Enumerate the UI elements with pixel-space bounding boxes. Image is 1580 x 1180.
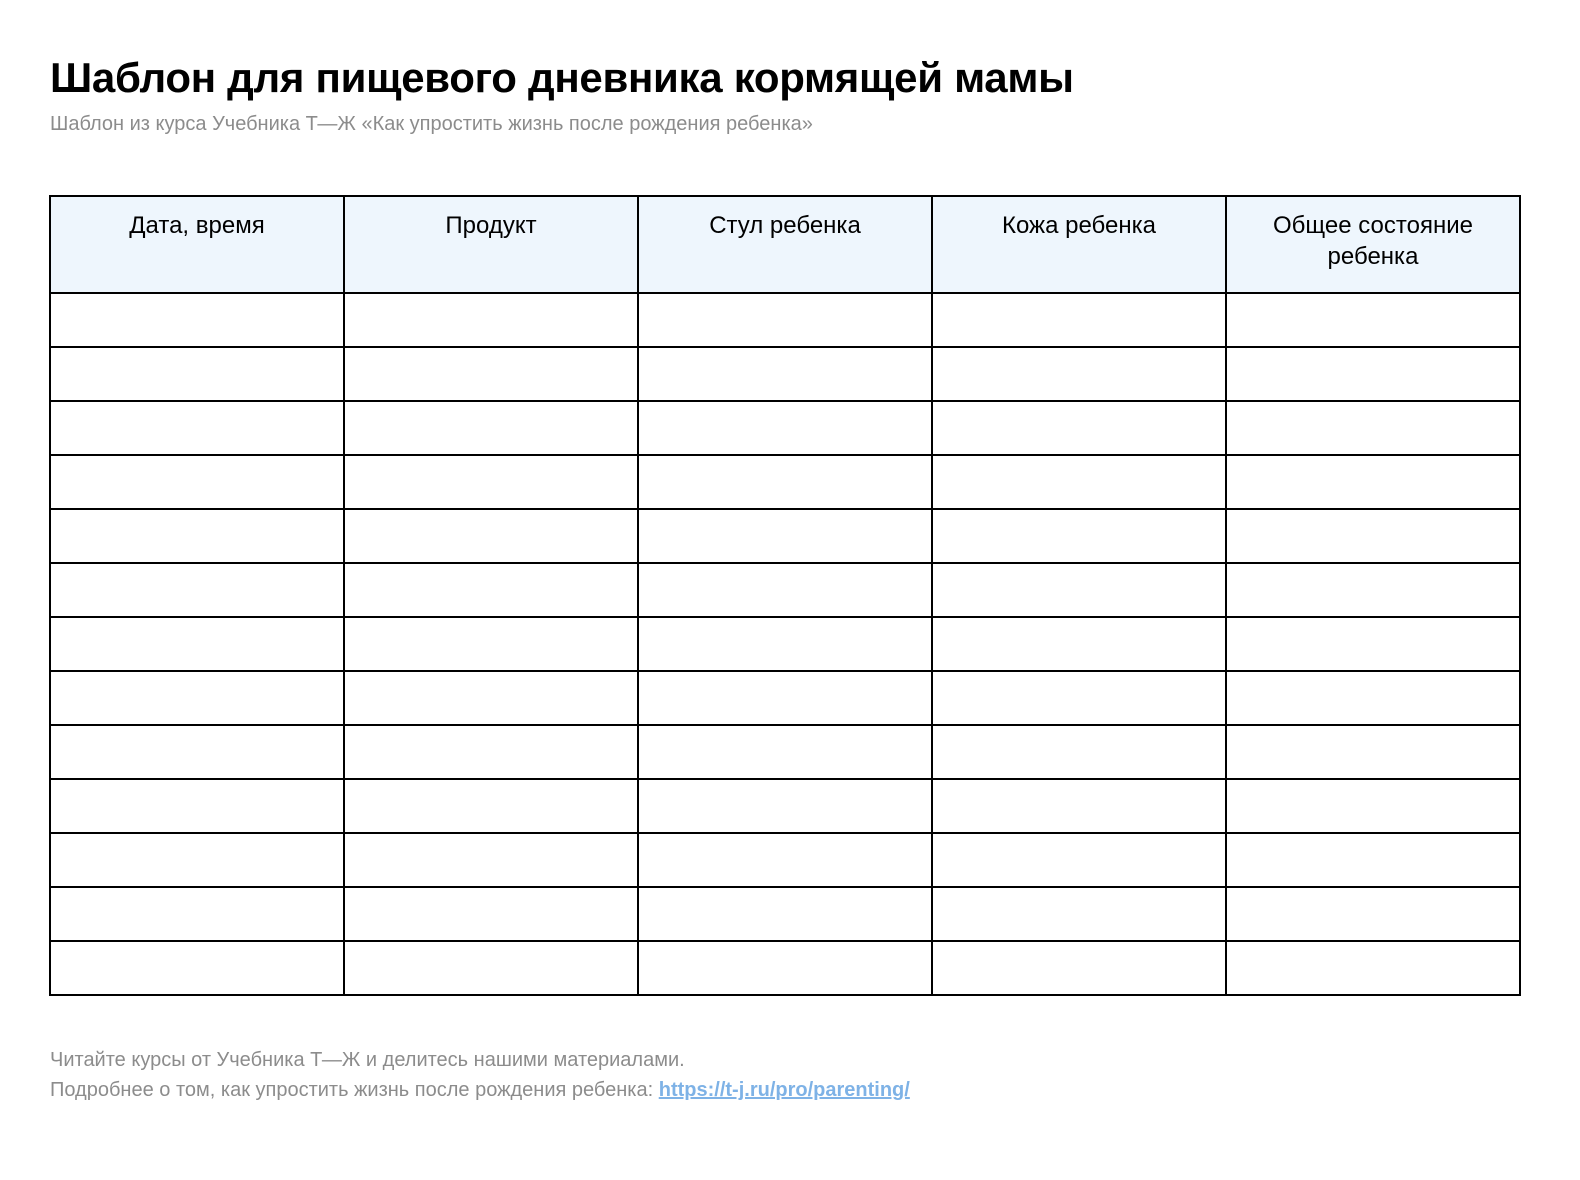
cell-baby-skin[interactable] <box>932 887 1226 941</box>
footer <box>50 1045 910 1105</box>
table-row <box>50 617 1520 671</box>
page-title: Шаблон для пищевого дневника кормящей мамы <box>50 54 1074 101</box>
cell-product[interactable] <box>344 725 638 779</box>
cell-date-time[interactable] <box>50 941 344 995</box>
cell-baby-general-condition[interactable] <box>1226 455 1520 509</box>
cell-product[interactable] <box>344 887 638 941</box>
course-link[interactable]: https://t-j.ru/pro/parenting/ <box>658 1079 910 1101</box>
table-row <box>50 671 1520 725</box>
cell-product[interactable] <box>344 347 638 401</box>
cell-baby-stool[interactable] <box>638 725 932 779</box>
cell-product[interactable] <box>344 779 638 833</box>
cell-baby-general-condition[interactable] <box>1226 725 1520 779</box>
cell-baby-general-condition[interactable] <box>1226 671 1520 725</box>
cell-date-time[interactable] <box>50 779 344 833</box>
cell-product[interactable] <box>344 401 638 455</box>
cell-baby-stool[interactable] <box>638 887 932 941</box>
cell-baby-skin[interactable] <box>932 779 1226 833</box>
cell-baby-general-condition[interactable] <box>1226 779 1520 833</box>
cell-baby-general-condition[interactable] <box>1226 293 1520 347</box>
cell-baby-general-condition[interactable] <box>1226 833 1520 887</box>
cell-baby-skin[interactable] <box>932 725 1226 779</box>
column-header-product: Продукт <box>344 196 638 293</box>
cell-date-time[interactable] <box>50 455 344 509</box>
table-row <box>50 347 1520 401</box>
cell-date-time[interactable] <box>50 725 344 779</box>
cell-baby-stool[interactable] <box>638 617 932 671</box>
cell-baby-skin[interactable] <box>932 563 1226 617</box>
cell-product[interactable] <box>344 617 638 671</box>
cell-baby-skin[interactable] <box>932 401 1226 455</box>
column-header-date-time: Дата, время <box>50 196 344 293</box>
cell-baby-stool[interactable] <box>638 833 932 887</box>
footer-line-2 <box>50 1075 910 1105</box>
cell-date-time[interactable] <box>50 887 344 941</box>
table-header-row <box>50 196 1520 293</box>
cell-product[interactable] <box>344 941 638 995</box>
table-row <box>50 563 1520 617</box>
cell-baby-stool[interactable] <box>638 941 932 995</box>
food-diary-table <box>49 195 1521 996</box>
cell-baby-skin[interactable] <box>932 347 1226 401</box>
cell-baby-general-condition[interactable] <box>1226 887 1520 941</box>
cell-baby-skin[interactable] <box>932 671 1226 725</box>
cell-baby-general-condition[interactable] <box>1226 401 1520 455</box>
cell-baby-general-condition[interactable] <box>1226 617 1520 671</box>
cell-baby-skin[interactable] <box>932 455 1226 509</box>
cell-date-time[interactable] <box>50 563 344 617</box>
table-row <box>50 293 1520 347</box>
table-row <box>50 941 1520 995</box>
footer-line-2-text: Подробнее о том, как упростить жизнь после рождения ребенка: <box>50 1079 659 1101</box>
table-header <box>50 196 1520 293</box>
cell-baby-stool[interactable] <box>638 563 932 617</box>
column-header-baby-skin: Кожа ребенка <box>932 196 1226 293</box>
cell-date-time[interactable] <box>50 509 344 563</box>
table-row <box>50 725 1520 779</box>
cell-baby-skin[interactable] <box>932 509 1226 563</box>
cell-baby-general-condition[interactable] <box>1226 941 1520 995</box>
cell-baby-stool[interactable] <box>638 347 932 401</box>
cell-date-time[interactable] <box>50 833 344 887</box>
cell-product[interactable] <box>344 833 638 887</box>
cell-baby-general-condition[interactable] <box>1226 563 1520 617</box>
cell-date-time[interactable] <box>50 617 344 671</box>
table-row <box>50 833 1520 887</box>
cell-baby-general-condition[interactable] <box>1226 509 1520 563</box>
cell-baby-stool[interactable] <box>638 401 932 455</box>
column-header-baby-general-condition: Общее состояние ребенка <box>1226 196 1520 293</box>
cell-product[interactable] <box>344 293 638 347</box>
table-row <box>50 887 1520 941</box>
cell-date-time[interactable] <box>50 293 344 347</box>
cell-product[interactable] <box>344 509 638 563</box>
cell-baby-skin[interactable] <box>932 617 1226 671</box>
column-header-baby-stool: Стул ребенка <box>638 196 932 293</box>
table-body <box>50 293 1520 995</box>
footer-line-1: Читайте курсы от Учебника Т—Ж и делитесь нашими материалами. <box>50 1049 685 1071</box>
cell-date-time[interactable] <box>50 401 344 455</box>
cell-baby-skin[interactable] <box>932 941 1226 995</box>
cell-product[interactable] <box>344 563 638 617</box>
cell-product[interactable] <box>344 455 638 509</box>
cell-product[interactable] <box>344 671 638 725</box>
cell-baby-stool[interactable] <box>638 455 932 509</box>
cell-baby-general-condition[interactable] <box>1226 347 1520 401</box>
cell-baby-stool[interactable] <box>638 293 932 347</box>
cell-baby-skin[interactable] <box>932 293 1226 347</box>
cell-baby-stool[interactable] <box>638 779 932 833</box>
cell-baby-stool[interactable] <box>638 509 932 563</box>
cell-baby-stool[interactable] <box>638 671 932 725</box>
cell-date-time[interactable] <box>50 671 344 725</box>
table-row <box>50 401 1520 455</box>
cell-baby-skin[interactable] <box>932 833 1226 887</box>
table-row <box>50 455 1520 509</box>
cell-date-time[interactable] <box>50 347 344 401</box>
table-row <box>50 509 1520 563</box>
page-subtitle: Шаблон из курса Учебника Т—Ж «Как упростить жизнь после рождения ребенка» <box>50 113 813 135</box>
table-row <box>50 779 1520 833</box>
